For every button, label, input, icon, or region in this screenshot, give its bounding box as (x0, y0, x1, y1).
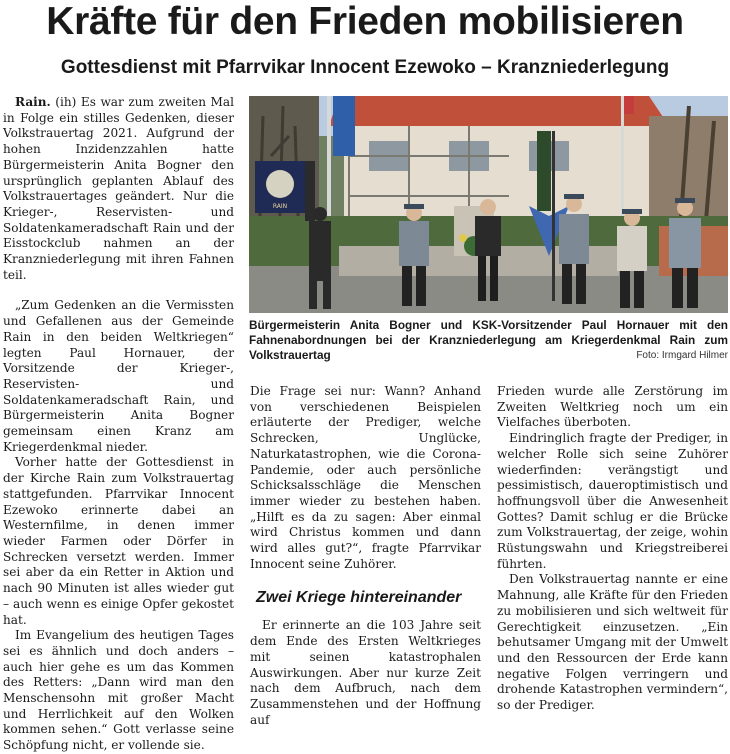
article-column-1 (3, 95, 234, 754)
paragraph-text: (ih) Es war zum zweiten Mal in Folge ein stilles Gedenken, dieser Volkstrauertag 2021. Aufgrund der hohen Inzidenzzahlen hatte Bürgermeisterin Anita Bogner den ursprünglich geplanten Ablauf des Volkstrauertages geändert. Nur die Krieger-, Reservisten- und Soldatenkameradschaft Rain und der Eisstockclub nahmen an der Kranzniederlegung mit ihren Fahnen teil. (3, 95, 234, 282)
paragraph (3, 95, 234, 283)
photo-caption: Bürgermeisterin Anita Bogner und KSK-Vorsitzender Paul Hornauer mit den Fahnenabordnungen bei der Kranzniederlegung am Kriegerdenkmal Rain zum Volkstrauertag (249, 318, 728, 362)
article-column-2 (250, 384, 481, 728)
section-heading: Zwei Kriege hintereinander (256, 589, 462, 607)
article-photo (249, 96, 728, 313)
article-column-3 (497, 384, 728, 714)
paragraph: Im Evangelium des heutigen Tages sei es ähnlich und doch anders – auch hier gehe es um das Kommen des Retters: „Dann wird man den Menschensohn mit großer Macht und Herrlichkeit auf den Wolken kommen sehen.“ Gott verlasse seine Schöpfung nicht, er vollende sie. (3, 628, 234, 753)
paragraph: „Zum Gedenken an die Vermissten und Gefallenen aus der Gemeinde Rain in den beiden Weltkriegen“ legten Paul Hornauer, der Vorsitzende der Krieger-, Reservisten- und Soldatenkameradschaft Rain, und Bürgermeisterin Anita Bogner gemeinsam einen Kranz am Kriegerdenkmal nieder. (3, 298, 234, 454)
paragraph: Die Frage sei nur: Wann? Anhand von verschiedenen Beispielen erläuterte der Prediger, welche Schrecken, Unglücke, Naturkatastrophen, wie die Corona-Pandemie, oder auch persönliche Schicksalsschläge die Menschen immer wieder zu bestehen haben. „Hilft es da zu sagen: Aber einmal wird Christus kommen und dann wird alles gut?“, fragte Pfarrvikar Innocent seine Zuhörer. (250, 384, 481, 571)
paragraph: Den Volkstrauertag nannte er eine Mahnung, alle Kräfte für den Frieden zu mobilisieren und sich weltweit für Gerechtigkeit einzusetzen. „Ein behutsamer Umgang mit der Umwelt und den Ressourcen der Erde kann negative Folgen verringern und drohende Katastrophen vermindern“, so der Prediger. (497, 572, 728, 713)
paragraph: Er erinnerte an die 103 Jahre seit dem Ende des Ersten Weltkrieges mit seinen katastrophalen Auswirkungen. Aber nur kurze Zeit nach dem Aufbruch, nach dem Zusammenstehen und der Hoffnung auf (250, 618, 481, 727)
paragraph: Frieden wurde alle Zerstörung im Zweiten Weltkrieg noch um ein Vielfaches überboten. (497, 384, 728, 430)
paragraph: Vorher hatte der Gottesdienst in der Kirche Rain zum Volkstrauertag stattgefunden. Pfarrvikar Innocent Ezewoko erinnerte dabei an Westernfilme, in denen immer wieder Farmen oder Dörfer in Schrecken versetzt werden. Immer sei aber da ein Retter in Aktion und nach 90 Minuten ist alles wieder gut – auch wenn es einige Opfer gekostet hat. (3, 455, 234, 627)
paragraph: Eindringlich fragte der Prediger, in welcher Rolle sich seine Zuhörer wiederfinden: verängstigt und pessimistisch, daueroptimistisch und hoffnungsvoll über die Anwesenheit Gottes? Damit schlug er die Brücke zum Volkstrauertag, der zeige, wohin Rüstungswahn und Kriegstreiberei führten. (497, 431, 728, 571)
photo-credit: Foto: Irmgard Hilmer (636, 350, 728, 361)
headline: Kräfte für den Frieden mobilisieren (46, 0, 684, 43)
dateline: Rain. (15, 95, 51, 109)
banner-text: RAIN (272, 203, 288, 210)
subheadline: Gottesdienst mit Pfarrvikar Innocent Ezewoko – Kranzniederlegung (60, 57, 670, 78)
